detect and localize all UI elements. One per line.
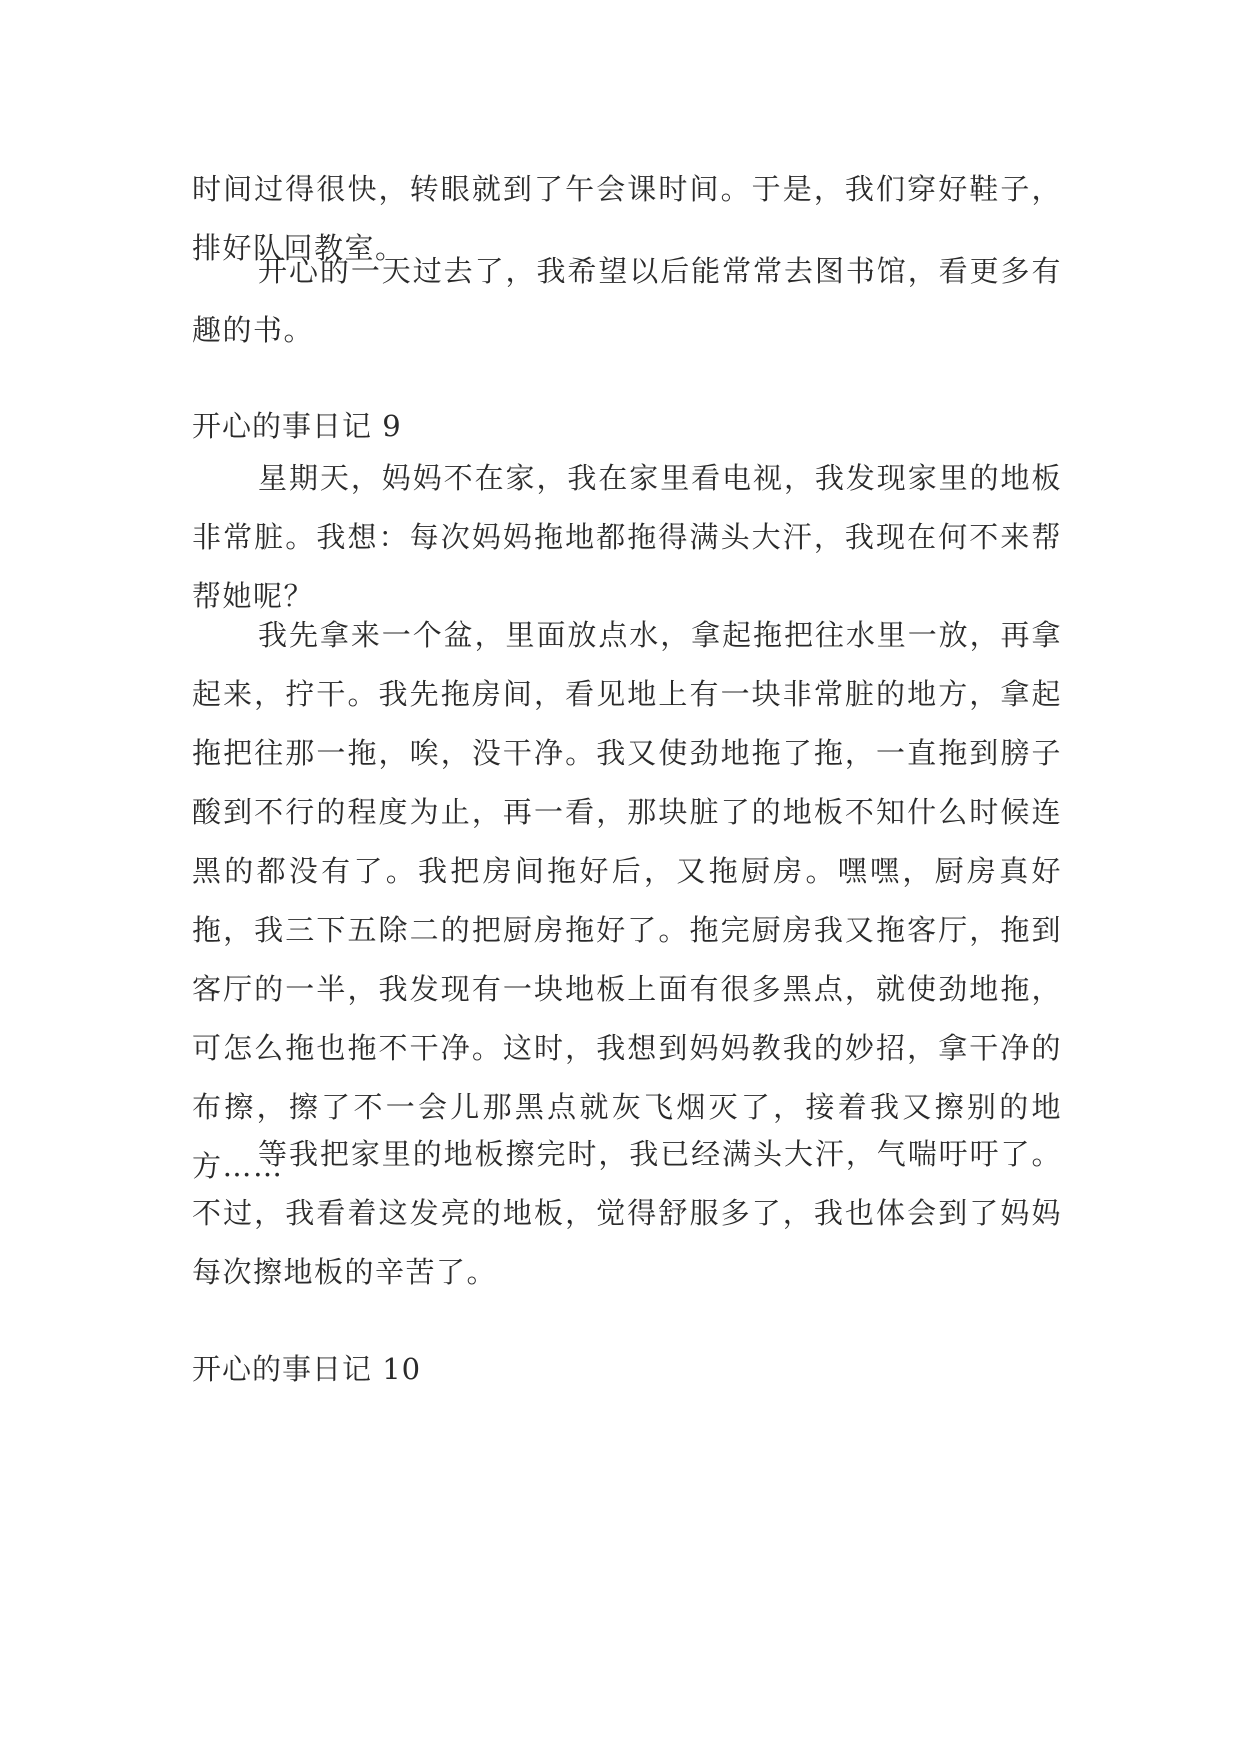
paragraph-finished: 等我把家里的地板擦完时，我已经满头大汗，气喘吁吁了。不过，我看着这发亮的地板，觉得舒服多了，我也体会到了妈妈每次擦地板的辛苦了。 xyxy=(192,1137,1062,1289)
paragraph-mopping: 我先拿来一个盆，里面放点水，拿起拖把往水里一放，再拿起来，拧干。我先拖房间，看见地上有一块非常脏的地方，拿起拖把往那一拖，唉，没干净。我又使劲地拖了拖，一直拖到膀子酸到不行的程度为止，再一看，那块脏了的地板不知什么时候连黑的都没有了。我把房间拖好后，又拖厨房。嘿嘿，厨房真好拖，我三下五除二的把厨房拖好了。拖完厨房我又拖客厅，拖到客厅的一半，我发现有一块地板上面有很多黑点，就使劲地拖，可怎么拖也拖不干净。这时，我想到妈妈教我的妙招，拿干净的布擦，擦了不一会儿那黑点就灰飞烟灭了，接着我又擦别的地方…… xyxy=(192,618,1062,1183)
section-heading-diary-10: 开心的事日记 10 xyxy=(192,1352,422,1386)
section-heading-diary-9: 开心的事日记 9 xyxy=(192,409,402,443)
paragraph-happy-day-ended: 开心的一天过去了，我希望以后能常常去图书馆，看更多有趣的书。 xyxy=(192,254,1062,347)
paragraph-time-passed: 时间过得很快，转眼就到了午会课时间。于是，我们穿好鞋子，排好队回教室。 xyxy=(192,172,1062,265)
paragraph-sunday: 星期天，妈妈不在家，我在家里看电视，我发现家里的地板非常脏。我想：每次妈妈拖地都拖得满头大汗，我现在何不来帮帮她呢？ xyxy=(192,461,1062,613)
